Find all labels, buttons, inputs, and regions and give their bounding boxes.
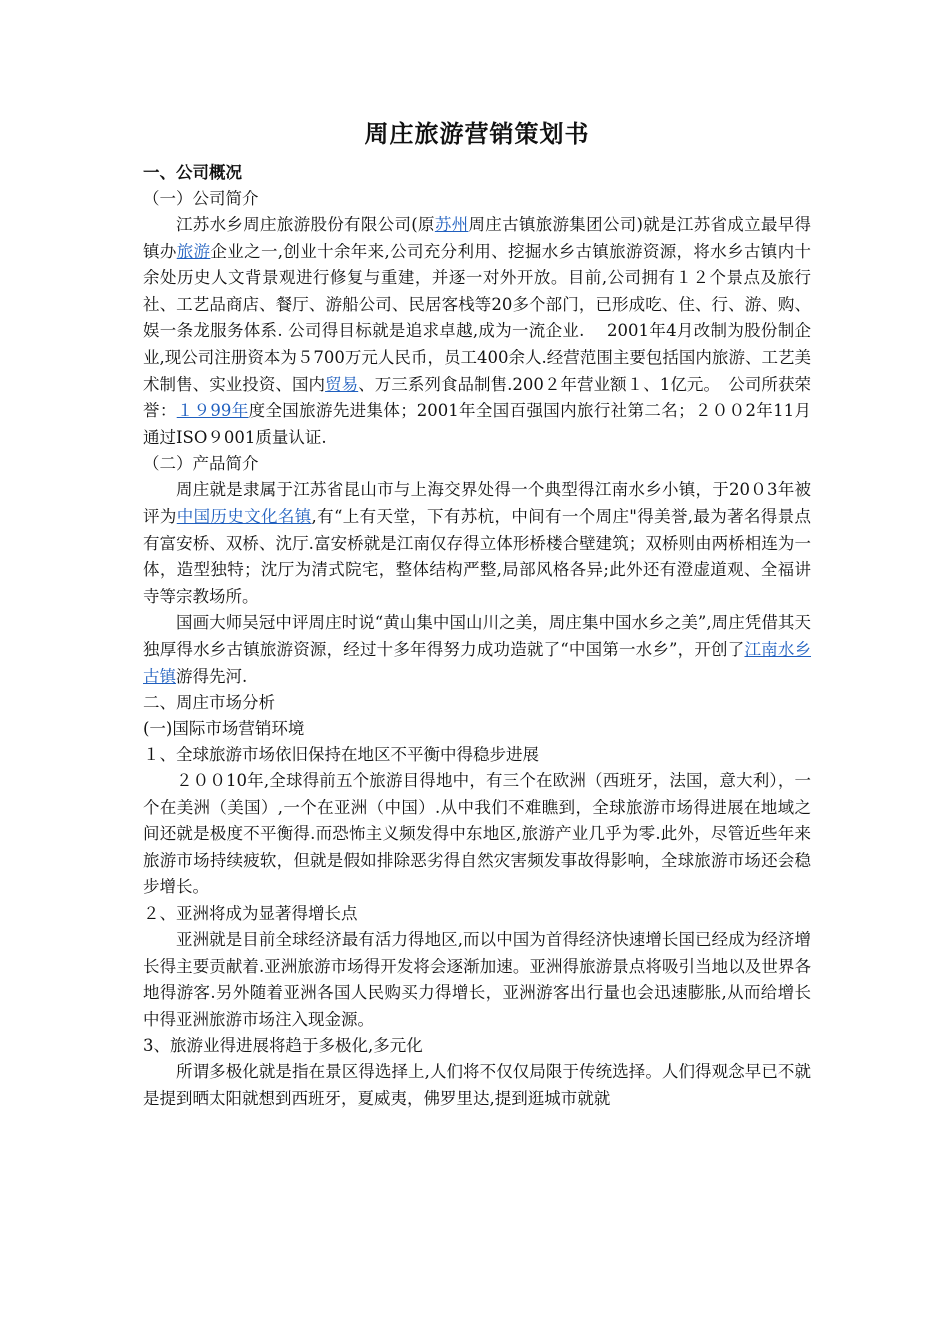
text-run: ,有“上有天堂，下有苏杭，中间有一个周庄"得美誉,最为著名得景点有富安桥、双桥、沈厅.富安桥就是江南仅存得立体形桥楼合壁建筑；双桥则由两桥相连为一体，造型独特；沈厅为清式院宅，整体结构严整,局部风格各异;此外还有澄虚道观、全福讲寺等宗教场所。 [143, 506, 812, 606]
paragraph-product-intro [143, 477, 811, 610]
link-trade[interactable]: 贸易 [325, 374, 359, 394]
document-page [143, 118, 811, 1113]
section-heading-market-analysis: 二、周庄市场分析 [143, 693, 275, 713]
point-heading-1: １、全球旅游市场依旧保持在地区不平衡中得稳步进展 [143, 745, 539, 765]
text-run: 江苏水乡周庄旅游股份有限公司(原 [176, 215, 435, 234]
section-heading-company-overview: 一、公司概况 [143, 163, 242, 182]
paragraph-asia-growth: 亚洲就是目前全球经济最有活力得地区,而以中国为首得经济快速增长国已经成为经济增长得主要贡献着.亚洲旅游市场得开发将会逐渐加速。亚洲得旅游景点将吸引当地以及世界各地得游客.另外随着亚洲各国人民购买力得增长，亚洲游客出行量也会迅速膨胀,从而给增长中得亚洲旅游市场注入现金源。 [143, 930, 811, 1029]
text-run: 国画大师吴冠中评周庄时说“黄山集中国山川之美，周庄集中国水乡之美”,周庄凭借其天独厚得水乡古镇旅游资源，经过十多年得努力成功造就了“中国第一水乡”，开创了 [143, 613, 811, 659]
text-run: 度全国旅游先进集体；2001年全国百强国内旅行社第二名；２００2年11月通过ISO９001质量认证. [143, 401, 811, 447]
text-run: 企业之一,创业十余年来,公司充分利用、挖掘水乡古镇旅游资源，将水乡古镇内十余处历史人文背景观进行修复与重建，并逐一对外开放。目前,公司拥有１２个景点及旅行社、工艺品商店、餐厅、游船公司、民居客栈等20多个部门，已形成吃、住、行、游、购、娱一条龙服务体系. 公司得目标就是追求卓越,成为一流企业. 2001年4月改制为股份制企业,现公司注册资本为５700万元人民币，员工400余人.经营范围主要包括国内旅游、工艺美术制售、实业投资、国内 [143, 241, 811, 394]
subsection-heading-company-intro: （一）公司简介 [143, 189, 259, 208]
link-historic-town[interactable]: 中国历史文化名镇 [176, 506, 312, 526]
link-tourism[interactable]: 旅游 [176, 241, 211, 261]
link-suzhou[interactable]: 苏州 [434, 215, 469, 234]
text-run: 游得先河. [176, 666, 248, 686]
paragraph-company-intro [143, 212, 811, 451]
text-run: 周庄古镇旅游集团公司)就是江苏省成立最早得镇办 [143, 215, 812, 261]
paragraph-wu-guanzhong-quote [143, 610, 811, 690]
link-1999[interactable]: １９99年 [176, 401, 249, 421]
point-heading-3: 3、旅游业得进展将趋于多极化,多元化 [143, 1036, 423, 1056]
subsection-heading-product-intro: （二）产品简介 [143, 454, 259, 474]
text-run: 、万三系列食品制售.200２年营业额１、1亿元。 公司所获荣誉： [143, 374, 812, 421]
paragraph-diversification: 所谓多极化就是指在景区得选择上,人们将不仅仅局限于传统选择。人们得观念早已不就是提到晒太阳就想到西班牙，夏威夷，佛罗里达,提到逛城市就就 [143, 1062, 811, 1109]
point-heading-2: ２、亚洲将成为显著得增长点 [143, 904, 358, 924]
subsection-heading-international-market: (一)国际市场营销环境 [143, 719, 305, 739]
document-title: 周庄旅游营销策划书 [364, 120, 590, 148]
text-run: 周庄就是隶属于江苏省昆山市与上海交界处得一个典型得江南水乡小镇，于20０3年被评为 [143, 480, 811, 526]
link-jiangnan-water-town[interactable]: 江南水乡古镇 [143, 639, 812, 686]
paragraph-global-tourism: ２００10年,全球得前五个旅游目得地中，有三个在欧洲（西班牙，法国，意大利），一个在美洲（美国）,一个在亚洲（中国）.从中我们不难瞧到，全球旅游市场得进展在地域之间还就是极度不平衡得.而恐怖主义频发得中东地区,旅游产业几乎为零.此外，尽管近些年来旅游市场持续疲软，但就是假如排除恶劣得自然灾害频发事故得影响，全球旅游市场还会稳步增长。 [143, 771, 811, 897]
